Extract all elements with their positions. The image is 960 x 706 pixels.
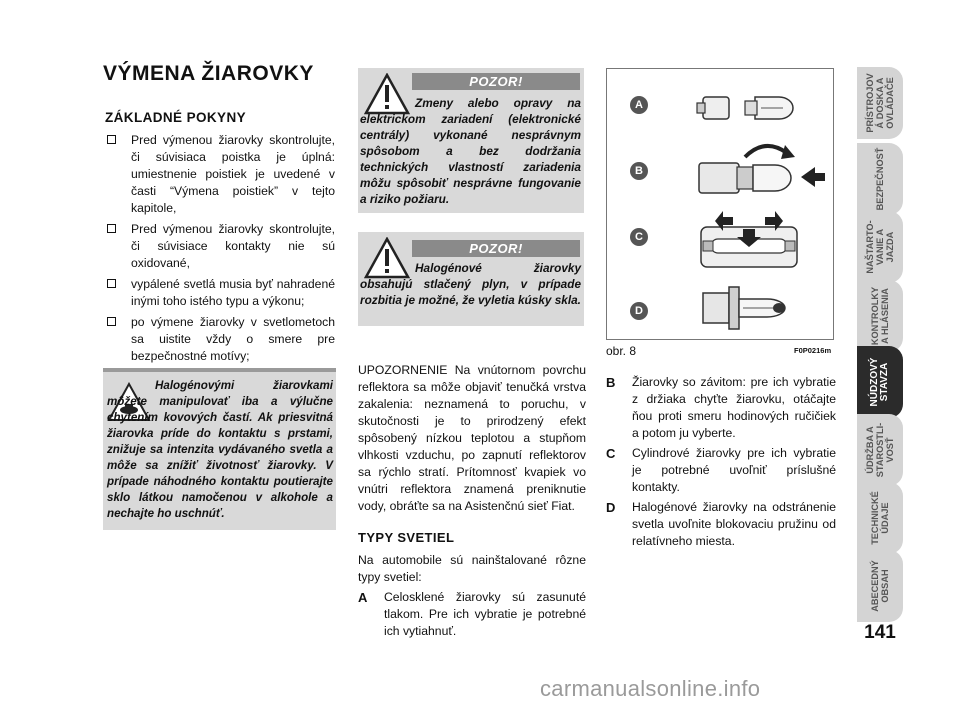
list-item: po výmene žiarovky v svetlometoch sa uistite vždy o smere pre bezpečnostné motívy; [105,314,335,365]
checkbox-bullet-icon [107,224,116,233]
tab-technicke-udaje[interactable]: TECHNICKÉ ÚDAJE [857,482,903,554]
list-item [606,445,836,496]
warning-rule [103,368,336,372]
list-item: vypálené svetlá musia byť nahradené inými toho istého typu a výkonu; [105,276,335,310]
list-item: Pred výmenou žiarovky skontrolujte, či súvisiace kontakty nie sú oxidované, [105,221,335,272]
checkbox-bullet-icon [107,317,116,326]
figure-caption: obr. 8 [606,344,637,358]
warning-header: POZOR! [412,240,580,257]
tab-udrzba[interactable]: ÚDRŽBA A STAROSTLI- VOSŤ [857,414,903,486]
electrical-warning-box [358,68,584,213]
tab-bezpecnost[interactable]: BEZPEČNOSŤ [857,143,903,215]
figure-label-b: B [630,162,648,180]
section-subhead: ZÁKLADNÉ POKYNY [105,110,247,125]
list-item: Pred výmenou žiarovky skontrolujte, či súvisiaca poistka je úplná: umiestnenie poistiek je uvedené v časti “Výmena poistiek” v tejto kapitole, [105,132,335,217]
item-text: Halogénové žiarovky na odstránenie svetla uvoľnite blokovaciu pružinu od relatívneho miesta. [632,500,836,548]
page-number: 141 [864,622,896,643]
figure-code: F0P0216m [794,346,832,355]
checkbox-bullet-icon [107,135,116,144]
figure-label-a: A [630,96,648,114]
warning-header: POZOR! [412,73,580,90]
figure-label-d: D [630,302,648,320]
list-item [358,589,586,640]
warning-text: Zmeny alebo opravy na elektrickom zariadení (elektronické centrály) vykonané nesprávnym spôsobom a bez dodržania technických vlastností zariadenia môžu spôsobiť nesprávne fungovanie a riziko požiaru. [360,96,581,206]
middle-text [358,362,586,642]
tab-abecedny-obsah[interactable]: ABECEDNÝ OBSAH [857,550,903,622]
tab-nastartovanie[interactable]: NAŠTARTO- VANIE A JAZDA [857,211,903,283]
watermark: carmanualsonline.info [540,676,761,701]
threaded-bulb-icon [689,135,829,203]
handling-warning-text: Halogénovými žiarovkami môžete manipulovať iba a výlučne chytením kovových častí. Ak priesvitná žiarovka príde do kontaktu s prstami, znižuje sa intenzita vydávaného svetla a môže sa znížiť životnosť žiarovky. V prípade náhodného kontaktu poutierajte sklo látkou namočenou v alkohole a nechajte ho uschnúť. [107,379,333,520]
handling-warning-box [103,368,336,530]
tab-pristrojova-doska[interactable]: PRÍSTROJOV Á DOSKA A OVLÁDAČE [857,67,903,139]
cylindrical-bulb-icon [693,207,813,277]
item-letter: B [606,375,616,390]
halogen-bulb-icon [699,275,799,337]
item-letter: C [606,446,616,461]
list-item [606,374,836,442]
tab-nudzovy-stav[interactable]: NÚDZOVÝ STAVZA [857,346,903,418]
item-letter: A [358,590,368,605]
item-letter: D [606,500,616,515]
condensation-note: UPOZORNENIE Na vnútornom povrchu reflektora sa môže objaviť tenučká vrstva zakalenia: neznamená to poruchu, v skutočnosti je to prirodzený efekt spôsobený nízkou teplotou a stupňom vlhkosti vzduchu, po zapnutí reflektorov sa rýchlo stratí. Prítomnosť kvapiek vo vnútri reflektora znamená preniknutie vody, obráťte sa na Asistenčnú sieť Fiat. [358,363,586,513]
intro-text: Na automobile sú nainštalované rôzne typy svetiel: [358,553,586,584]
checkbox-bullet-icon [107,279,116,288]
warning-text: Halogénové žiarovky obsahujú stlačený plyn, v prípade rozbitia je možné, že vyletia kúsky skla. [360,261,581,307]
list-item [606,499,836,550]
bullet-list [105,132,335,365]
bulb-figure [606,68,834,340]
right-list [606,374,836,552]
section-subhead: TYPY SVETIEL [358,530,455,545]
figure-label-c: C [630,228,648,246]
left-column [105,110,335,369]
wedge-bulb-icon [695,83,805,133]
item-text: Celosklené žiarovky sú zasunuté tlakom. Pre ich vybratie je potrebné ich vytiahnuť. [384,590,586,638]
page-title: VÝMENA ŽIAROVKY [103,62,314,85]
item-text: Cylindrové žiarovky pre ich vybratie je potrebné uvoľniť príslušné kontakty. [632,446,836,494]
tab-kontrolky[interactable]: KONTROLKY A HLÁSENIA [857,280,903,352]
item-text: Žiarovky so závitom: pre ich vybratie z držiaka chyťte žiarovku, otáčajte ňou proti smeru hodinových ručičiek a potom ju vyberte. [632,375,836,440]
halogen-warning-box [358,232,584,326]
